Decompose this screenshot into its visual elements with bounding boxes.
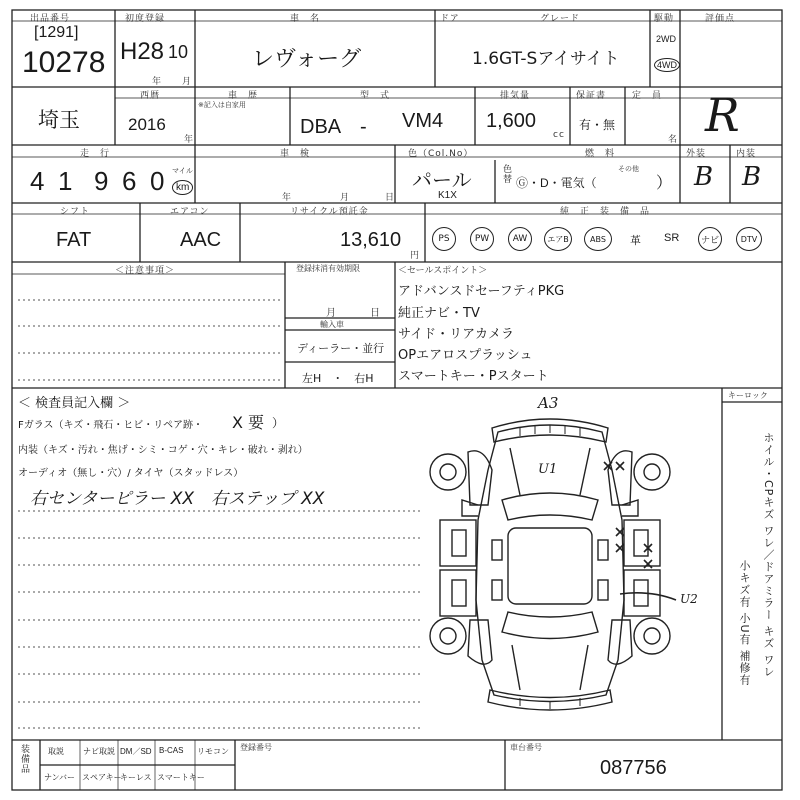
equip-navi: ナビ	[698, 227, 722, 251]
yen-unit: 円	[410, 251, 421, 261]
equip-sunroof: SR	[664, 232, 680, 244]
grade: 1.6GT-Sアイサイト	[472, 49, 620, 69]
lot-number-label: 出品番号	[30, 14, 71, 24]
model-name-label: 車 名	[290, 14, 321, 24]
color-change-label: 色替	[501, 164, 511, 184]
glass-line-close: ）	[272, 416, 285, 430]
mile-unit: マイル	[172, 167, 193, 175]
footer-remote: リモコン	[197, 747, 229, 756]
selling-point-5: スマートキー・Pスタート	[398, 369, 549, 384]
drive-2wd: 2WD	[656, 34, 676, 44]
footer-equipment-label: 装備品	[19, 744, 29, 774]
legend-damage-levels: 小キズ有 小U有 補修有	[738, 560, 751, 687]
equip-abs: ABS	[584, 227, 612, 251]
key-lock-label: キーロック	[728, 391, 768, 400]
steering-side: 左H ・ 右H	[302, 372, 374, 385]
registration-expiry-label: 登録抹消有効期限	[296, 264, 360, 273]
month-unit: 月	[182, 77, 193, 87]
warranty-value: 有・無	[579, 118, 616, 132]
damage-code-a3: A3	[538, 394, 559, 412]
recycle-fee: 13,610	[340, 229, 402, 251]
equip-aw: AW	[508, 227, 532, 251]
caution-label: ＜注意事項＞	[115, 266, 176, 276]
equip-airbag: エアB	[544, 227, 572, 251]
km-unit-circled: km	[172, 180, 193, 195]
footer-bcas: B-CAS	[159, 746, 184, 755]
interior-label: 内装	[736, 149, 757, 159]
expiry-month-unit: 月	[326, 308, 337, 319]
interior-condition-line: 内装（キズ・汚れ・焦げ・シミ・コゲ・穴・キレ・破れ・剥れ）	[18, 445, 308, 456]
selling-point-1: アドバンスドセーフティPKG	[398, 284, 565, 299]
inspector-handwritten-note: 右センターピラー XX 右ステップ XX	[30, 489, 325, 509]
glass-line: Fガラス（キズ・飛石・ヒビ・リペア跡・	[18, 420, 204, 431]
footer-navi-manual: ナビ取説	[83, 747, 115, 756]
ac-label: エアコン	[170, 207, 210, 217]
footer-smart-key: スマートキー	[157, 773, 205, 782]
score-value: R	[705, 88, 740, 142]
drive-4wd-circled: 4WD	[654, 58, 680, 72]
fuel-other-label: その他	[618, 165, 639, 173]
first-registration-label: 初度登録	[125, 14, 166, 24]
mileage-digit-5: 0	[150, 166, 165, 196]
footer-spare-key: スペアキー	[82, 773, 122, 782]
interior-grade: B	[742, 162, 762, 192]
color-label: 色（Col.No）	[408, 149, 474, 159]
exterior-grade: B	[694, 162, 714, 192]
capacity-label: 定 員	[632, 91, 663, 101]
type-label: 型 式	[360, 91, 391, 101]
fuel-value: Ⓖ・D・電気（	[516, 176, 597, 190]
fuel-close: ）	[656, 175, 673, 192]
shift-value: FAT	[56, 229, 92, 251]
chassis-number-label: 車台番号	[510, 743, 542, 752]
import-label: 輸入車	[320, 320, 344, 329]
mileage-digit-4: 6	[122, 166, 137, 196]
equip-dtv: DTV	[736, 227, 762, 251]
drive-label: 駆動	[654, 14, 675, 24]
grade-label: グレード	[540, 14, 581, 24]
inspection-year-unit: 年	[282, 193, 293, 203]
selling-points-label: ＜セールスポイント＞	[398, 266, 488, 276]
inspection-day-unit: 日	[385, 193, 396, 203]
equip-leather: 革	[630, 235, 641, 247]
ac-value: AAC	[180, 229, 222, 251]
history-note: ※記入は自家用	[198, 101, 246, 109]
color-name: パール	[412, 168, 472, 192]
type-code: VM4	[402, 110, 444, 132]
registration-number-label: 登録番号	[240, 743, 272, 752]
mileage-digit-3: 9	[94, 166, 109, 196]
model-name: レヴォーグ	[252, 47, 362, 72]
prefecture: 埼玉	[38, 108, 80, 132]
footer-manual: 取説	[48, 747, 64, 756]
history-label: 車 歴	[228, 91, 259, 101]
color-code: K1X	[438, 190, 457, 201]
mileage-label: 走 行	[80, 149, 111, 159]
cc-unit: cc	[553, 130, 565, 140]
footer-keyless: キーレス	[120, 773, 152, 782]
expiry-day-unit: 日	[370, 308, 381, 319]
displacement: 1,600	[486, 110, 537, 132]
footer-dm-sd: DM／SD	[120, 747, 152, 756]
model-year-unit: 年	[184, 135, 195, 145]
mileage-digit-2: 1	[58, 166, 73, 196]
damage-code-u1: U1	[538, 462, 558, 477]
footer-number-plate: ナンバー	[44, 773, 76, 782]
seireki-label: 西暦	[140, 91, 161, 101]
inspection-month-unit: 月	[340, 193, 351, 203]
inspection-label: 車 検	[280, 149, 311, 159]
selling-point-3: サイド・リアカメラ	[398, 327, 514, 342]
equip-pw: PW	[470, 227, 494, 251]
year-unit: 年	[152, 77, 163, 87]
capacity-unit: 名	[668, 135, 679, 145]
dealer-parallel: ディーラー・並行	[297, 342, 385, 355]
fuel-label: 燃 料	[585, 149, 616, 159]
registration-month: 10	[168, 42, 189, 62]
door-label: ドア	[440, 14, 460, 24]
score-label: 評価点	[705, 14, 736, 24]
selling-point-4: OPエアロスプラッシュ	[398, 348, 533, 363]
damage-code-u2: U2	[680, 592, 698, 606]
recycle-label: リサイクル預託金	[290, 207, 369, 217]
model-year: 2016	[128, 115, 166, 134]
audio-tire-line: オーディオ（無し・穴）/ タイヤ（スタッドレス）	[18, 468, 244, 479]
shift-label: シフト	[60, 207, 91, 217]
equip-ps: PS	[432, 227, 456, 251]
displacement-label: 排気量	[500, 91, 531, 101]
registration-era-year: H28	[120, 38, 165, 65]
mileage-digit-1: 4	[30, 166, 47, 196]
glass-repair-mark: X 要	[232, 413, 265, 432]
inspector-section-title: ＜ 検査員記入欄 ＞	[18, 396, 131, 411]
warranty-label: 保証書	[576, 91, 607, 101]
equipment-label: 純 正 装 備 品	[560, 207, 651, 217]
lot-prefix: [1291]	[34, 24, 79, 41]
selling-point-2: 純正ナビ・TV	[398, 306, 480, 321]
type-prefix: DBA -	[300, 116, 367, 138]
chassis-number: 087756	[600, 757, 667, 779]
legend-wheel-mirror: ホイル・CPキズ ワレ／ドアミラー キズ ワレ	[762, 432, 775, 678]
lot-number: 10278	[22, 46, 106, 79]
exterior-label: 外装	[686, 149, 707, 159]
